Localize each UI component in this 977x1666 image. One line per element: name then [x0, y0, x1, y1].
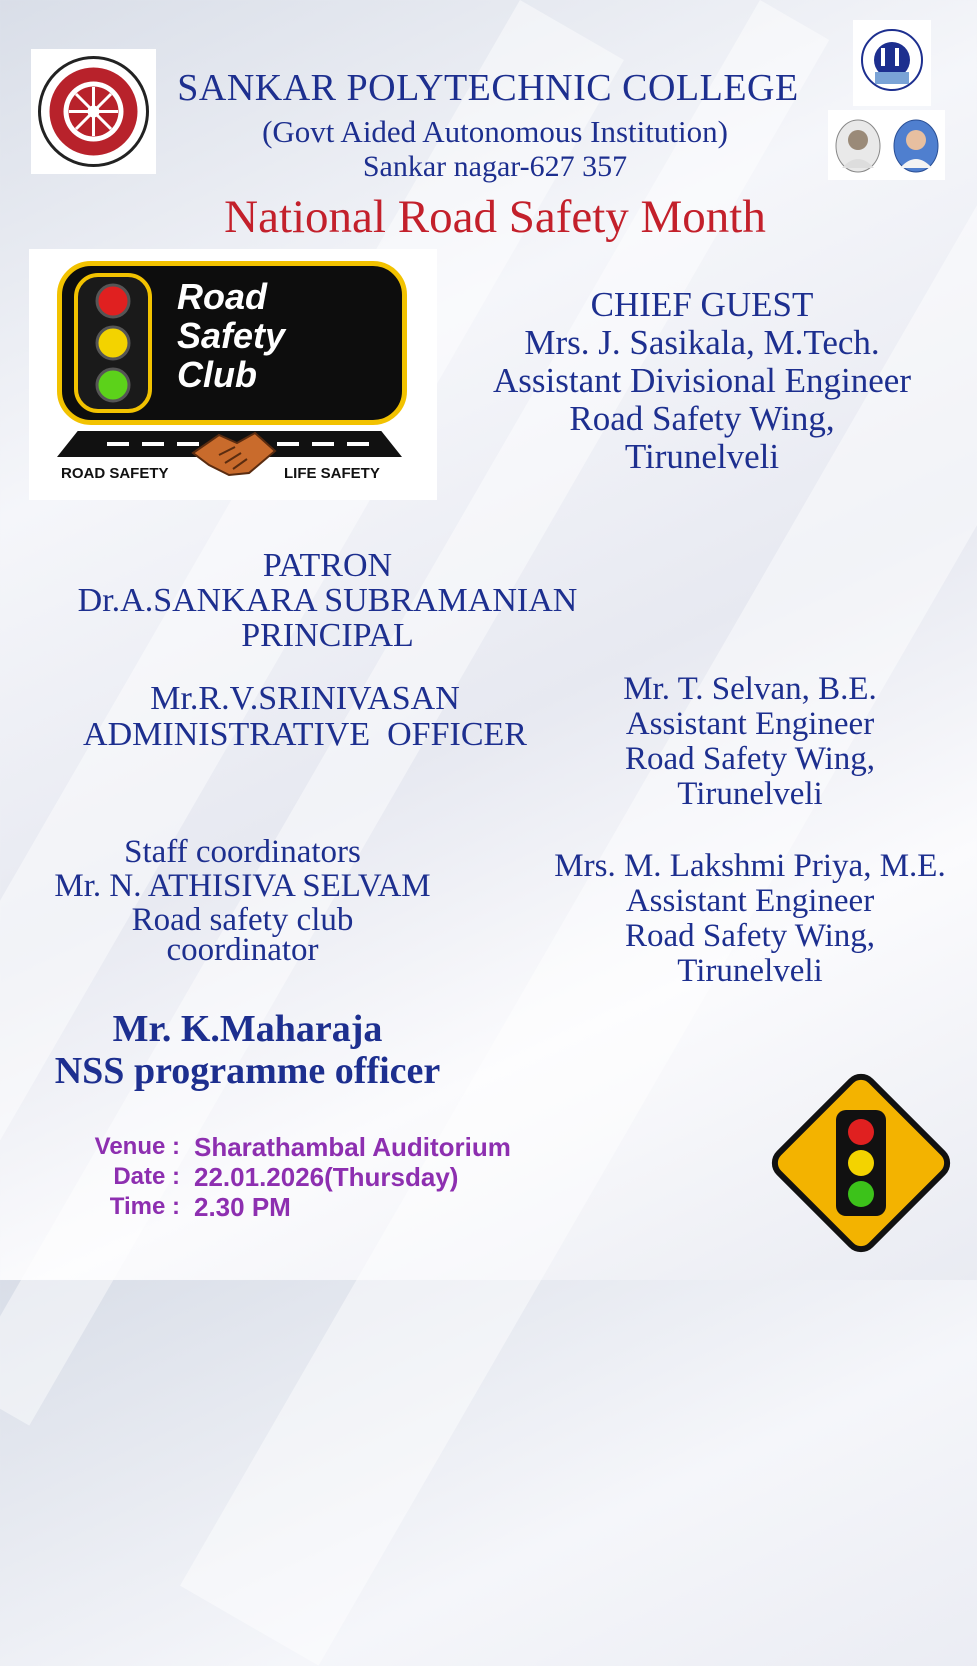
venue-value: Sharathambal Auditorium	[194, 1132, 511, 1162]
nss-officer-designation: NSS programme officer	[54, 1050, 441, 1092]
club-title	[177, 277, 285, 394]
guest-lakshmi-place: Tirunelveli	[677, 953, 823, 989]
guest-lakshmi-designation: Assistant Engineer	[625, 883, 875, 919]
date-value: 22.01.2026(Thursday)	[194, 1162, 459, 1192]
event-title: National Road Safety Month	[224, 191, 766, 243]
patron-block	[20, 548, 635, 653]
staff-coordinators-heading: Staff coordinators	[124, 834, 361, 870]
event-detail-labels	[80, 1132, 180, 1222]
guest-lakshmi-wing: Road Safety Wing,	[624, 918, 876, 954]
college-subtitle: (Govt Aided Autonomous Institution)	[262, 114, 728, 149]
college-address: Sankar nagar-627 357	[362, 150, 628, 183]
guest-selvan-wing: Road Safety Wing,	[624, 741, 876, 777]
college-crest-icon	[853, 20, 931, 106]
chief-guest-name: Mrs. J. Sasikala, M.Tech.	[524, 323, 880, 362]
road-safety-club-logo	[29, 249, 437, 500]
staff-coordinator-role1: Road safety club	[131, 902, 354, 938]
time-label: Time :	[109, 1193, 180, 1220]
staff-coordinator-name: Mr. N. ATHISIVA SELVAM	[54, 868, 431, 904]
guest-selvan-block	[580, 672, 920, 812]
club-tag-left: ROAD SAFETY	[61, 465, 169, 482]
date-label: Date :	[113, 1163, 180, 1190]
guest-selvan-designation: Assistant Engineer	[625, 706, 875, 742]
guest-selvan-name: Mr. T. Selvan, B.E.	[623, 671, 877, 707]
traffic-light-housing	[74, 273, 152, 413]
staff-coordinators-block	[10, 834, 475, 968]
nss-emblem-icon	[31, 49, 156, 174]
nss-officer-name: Mr. K.Maharaja	[112, 1008, 383, 1050]
founders-portraits-icon	[828, 110, 945, 180]
staff-coordinator-role2: coordinator	[166, 932, 319, 968]
patron-name: Dr.A.SANKARA SUBRAMANIAN	[77, 582, 578, 619]
handshake-icon	[189, 425, 279, 481]
chief-guest-block	[452, 286, 952, 476]
traffic-sign-icon	[766, 1068, 956, 1258]
college-name: SANKAR POLYTECHNIC COLLEGE	[177, 67, 799, 109]
club-title-line1: Road	[177, 276, 267, 317]
nss-officer-block	[20, 1008, 475, 1092]
chief-guest-heading: CHIEF GUEST	[590, 285, 814, 324]
traffic-light-icon	[78, 277, 148, 409]
chief-guest-place: Tirunelveli	[624, 437, 780, 476]
event-detail-values	[194, 1132, 594, 1222]
founders-portraits	[828, 110, 945, 180]
chief-guest-designation: Assistant Divisional Engineer	[492, 361, 911, 400]
venue-label: Venue :	[94, 1133, 180, 1160]
club-title-line2: Safety	[177, 315, 286, 356]
admin-officer-designation: ADMINISTRATIVE OFFICER	[83, 716, 527, 753]
time-value: 2.30 PM	[194, 1192, 291, 1222]
chief-guest-wing: Road Safety Wing,	[569, 399, 835, 438]
club-tag-right: LIFE SAFETY	[284, 465, 380, 482]
college-logo	[853, 20, 931, 106]
nss-logo	[31, 49, 156, 174]
admin-officer-name: Mr.R.V.SRINIVASAN	[150, 680, 460, 717]
patron-heading: PATRON	[262, 547, 393, 584]
guest-selvan-place: Tirunelveli	[677, 776, 823, 812]
admin-officer-block	[40, 681, 570, 753]
guest-lakshmi-block	[520, 849, 977, 989]
guest-lakshmi-name: Mrs. M. Lakshmi Priya, M.E.	[554, 848, 946, 884]
patron-designation: PRINCIPAL	[241, 617, 414, 654]
club-title-line3: Club	[177, 354, 257, 395]
